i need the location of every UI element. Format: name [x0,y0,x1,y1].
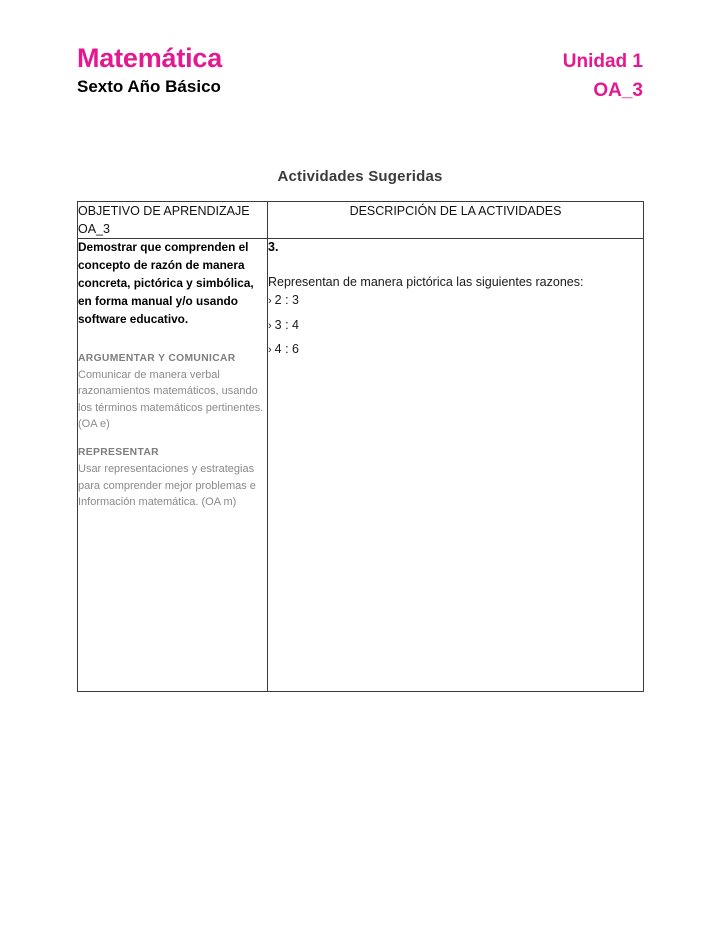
skill-heading-argumentar: ARGUMENTAR Y COMUNICAR [78,352,236,364]
skill-body-argumentar: Comunicar de manera verbal razonamientos matemáticos, usando los términos matemáticos pertinentes. (OA e) [78,369,264,430]
table-header-description: DESCRIPCIÓN DE LA ACTIVIDADES [268,202,644,239]
chevron-right-icon: › [268,319,272,332]
objective-text: Demostrar que comprenden el concepto de razón de manera concreta, pictórica y simbólica, en forma manual y/o usando software educativo. [78,240,254,326]
skill-heading-representar: REPRESENTAR [78,446,159,458]
document-header [77,44,643,103]
grade-title: Sexto Año Básico [77,77,221,97]
list-item [268,317,643,335]
chevron-right-icon: › [268,295,272,308]
activities-table [77,201,644,692]
list-item [268,292,643,310]
ratio-value: 3 : 4 [274,317,299,332]
ratio-list [268,292,643,359]
section-title: Actividades Sugeridas [277,168,443,185]
skill-block-representar [78,445,267,510]
subject-title: Matemática [77,43,223,73]
chevron-right-icon: › [268,344,272,357]
ratio-value: 4 : 6 [274,342,299,357]
skill-block-argumentar [78,351,267,432]
description-cell [268,239,644,692]
activity-intro: Representan de manera pictórica las siguientes razones: [268,274,584,289]
header-right-group [563,44,643,103]
activity-number: 3. [268,240,279,255]
skill-body-representar: Usar representaciones y estrategias para comprender mejor problemas e Información matemática. (OA m) [78,463,256,508]
table-content-row [78,239,644,692]
header-left-group [77,44,222,97]
unit-label: Unidad 1 [562,51,643,72]
list-item [268,341,643,359]
objective-cell [78,239,268,692]
table-header-objective: OBJETIVO DE APRENDIZAJE OA_3 [78,202,268,239]
table-header-row [78,202,644,239]
oa-code-label: OA_3 [593,79,643,101]
ratio-value: 2 : 3 [274,293,299,308]
